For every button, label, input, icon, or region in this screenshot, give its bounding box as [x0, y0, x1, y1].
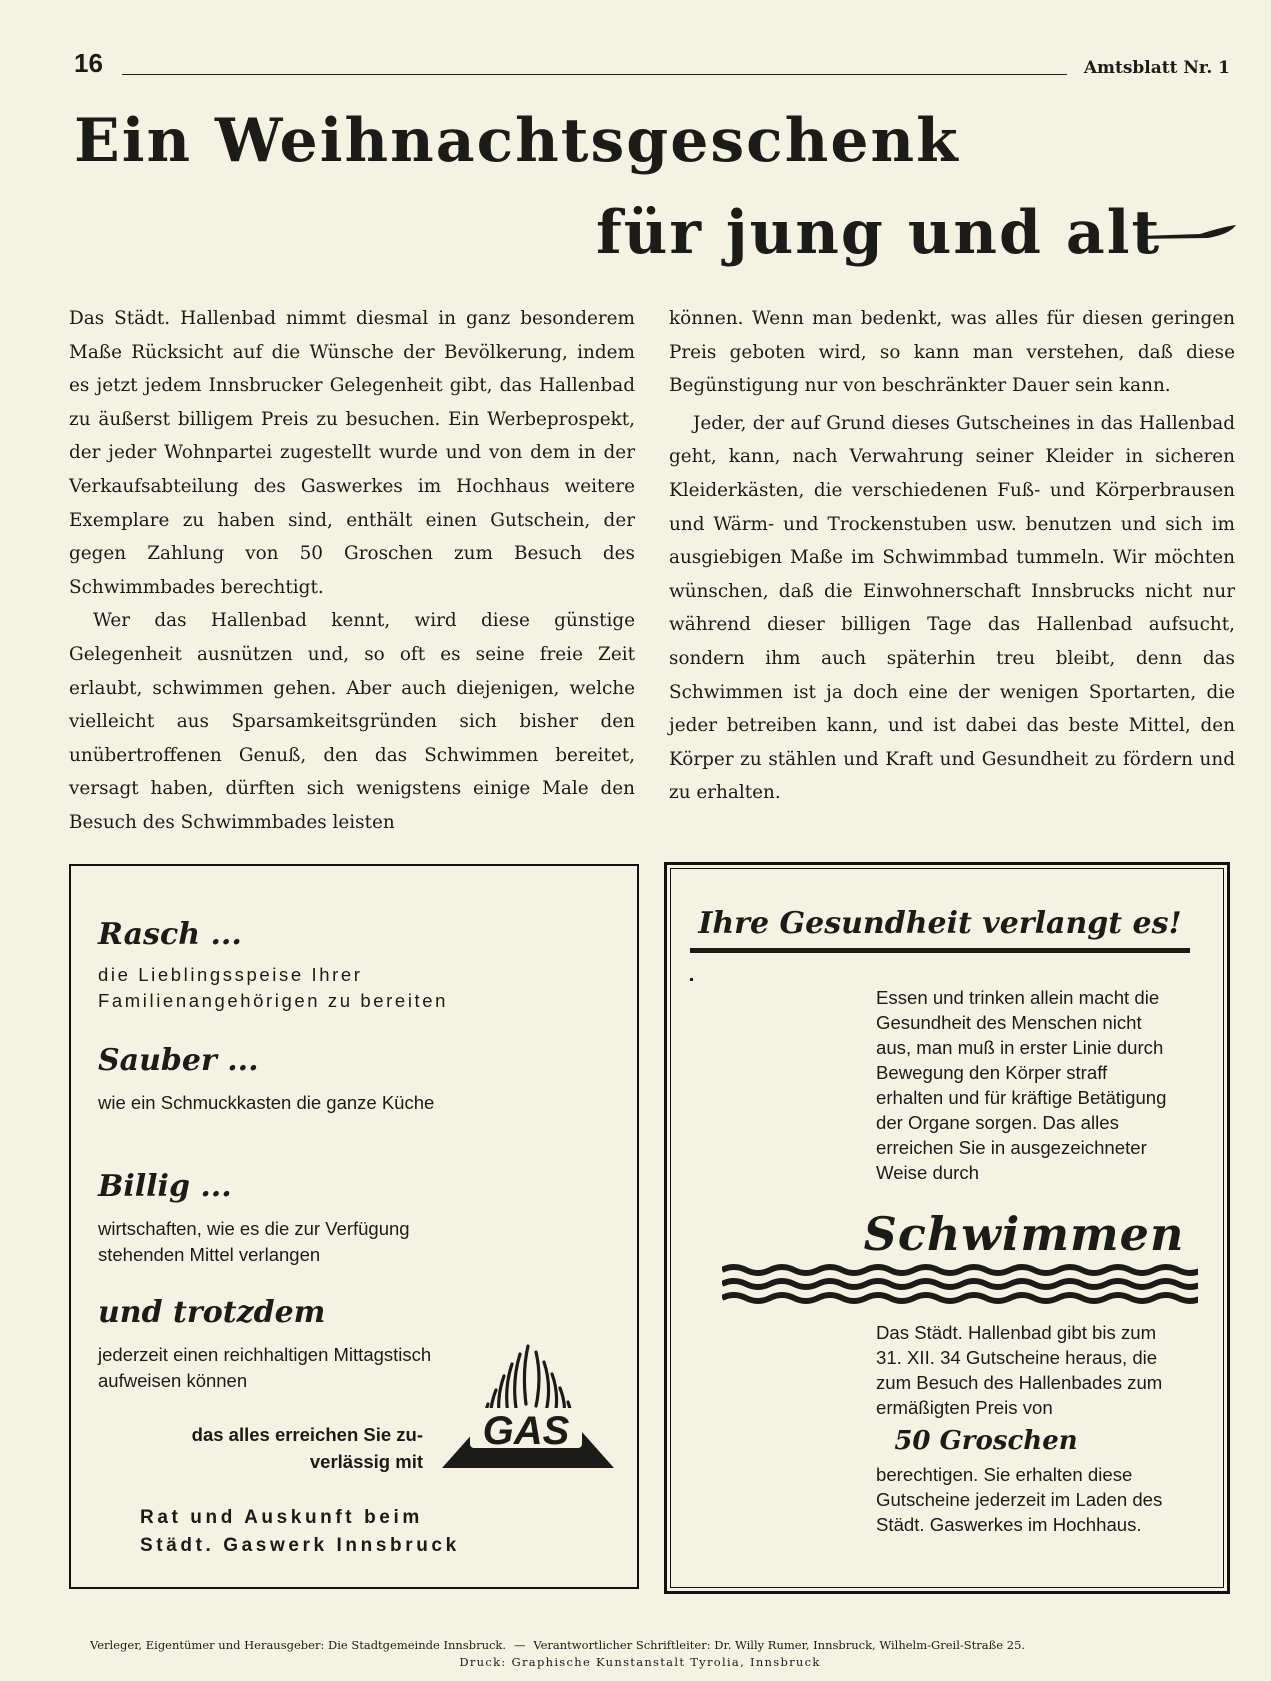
swim-ad-body: Essen und trinken allein macht die Gesundheit des Menschen nicht aus, man muß in erster Linie durch Bewegung den Körper straff erhalten und für kräftige Betätigung der Organe sorgen. Das alles erreichen Sie in ausgezeichneter Weise durch — [876, 987, 1167, 1183]
ad-keyword: Billig ... — [98, 1169, 232, 1204]
imprint-line — [90, 1638, 1190, 1652]
contact-line: Städt. Gaswerk Innsbruck — [140, 1535, 460, 1556]
contact-line: Rat und Auskunft beim — [140, 1507, 423, 1528]
swim-ad-availability: berechtigen. Sie erhalten diese Gutscheine jederzeit im Laden des Städt. Gaswerkes im Hochhaus. — [876, 1464, 1163, 1535]
print-speck — [690, 978, 693, 981]
swim-ad-headline: Ihre Gesundheit verlangt es! — [698, 906, 1182, 941]
imprint-separator: — — [513, 1638, 526, 1652]
article-paragraph: können. Wenn man bedenkt, was alles für diesen geringen Preis geboten wird, so kann man verstehen, daß diese Begünstigung nur von beschränkter Dauer sein kann. — [669, 308, 1235, 397]
headline-line-1: Ein Weihnachtsgeschenk — [74, 106, 960, 176]
header-rule — [122, 74, 1067, 75]
article-paragraph: Jeder, der auf Grund dieses Gutscheines in das Hallenbad geht, kann, nach Verwahrung seiner Kleider in sicheren Kleiderkästen, die verschiedenen Fuß- und Körperbrausen und Wärm- und Trockenstuben usw. benutzen und sich im ausgiebigen Maße im Schwimmbad tummeln. Wir möchten wünschen, daß die Einwohnerschaft Innsbrucks nicht nur während dieser billigen Tage das Hallenbad aufsucht, sondern ihm auch späterhin treu bleibt, denn das Schwimmen ist ja doch eine der wenigen Sportarten, die jeder betreiben kann, und ist dabei das beste Mittel, den Körper zu stählen und Kraft und Gesundheit zu fördern und zu erhalten. — [669, 412, 1235, 804]
ad-keyword-text: jederzeit einen reichhaltigen Mittagstisch aufweisen können — [98, 1344, 432, 1391]
ad-keyword-text: wirtschaften, wie es die zur Verfügung stehenden Mittel verlangen — [98, 1218, 410, 1265]
ad-keyword-text: die Lieblingsspeise Ihrer Familienangehörigen zu bereiten — [98, 964, 449, 1011]
ad-keyword-text: wie ein Schmuckkasten die ganze Küche — [98, 1092, 435, 1113]
imprint-editor: Verantwortlicher Schriftleiter: Dr. Willy Rumer, Innsbruck, Wilhelm-Greil-Straße 25. — [533, 1638, 1026, 1652]
imprint-printer: Druck: Graphische Kunstanstalt Tyrolia, Innsbruck — [459, 1655, 821, 1669]
water-waves-icon — [722, 1262, 1198, 1308]
article-paragraph: Das Städt. Hallenbad nimmt diesmal in ganz besonderem Maße Rücksicht auf die Wünsche der Bevölkerung, indem es jetzt jedem Innsbrucker Gelegenheit gibt, das Hallenbad zu äußerst billigem Preis zu besuchen. Ein Werbeprospekt, der jeder Wohnpartei zugestellt wurde und von dem in der Verkaufsabteilung des Gaswerkes im Hochhaus weitere Exemplare zu haben sind, enthält einen Gutschein, der gegen Zahlung von 50 Groschen zum Besuch des Schwimmbades berechtigt. — [69, 308, 635, 598]
headline-line-2: für jung und alt — [596, 198, 1162, 268]
swim-ad-offer: Das Städt. Hallenbad gibt bis zum 31. XII. 34 Gutscheine heraus, die zum Besuch des Hallenbades zum ermäßigten Preis von — [876, 1322, 1163, 1418]
ad-keyword: und trotzdem — [98, 1295, 326, 1330]
gas-contact — [140, 1504, 460, 1560]
article-paragraph: Wer das Hallenbad kennt, wird diese günstige Gelegenheit ausnützen und, so oft es seine freie Zeit erlaubt, schwimmen gehen. Aber auch diejenigen, welche vielleicht aus Sparsamkeitsgründen sich bisher den unübertroffenen Genuß, den das Schwimmen bereitet, versagt haben, dürften sich wenigstens einige Male den Besuch des Schwimmbades leisten — [69, 610, 635, 833]
article-column-right — [669, 302, 1235, 810]
article-column-left — [69, 302, 635, 840]
cta-line: das alles erreichen Sie zu- — [191, 1424, 423, 1445]
gas-flame-logo-icon — [442, 1342, 614, 1472]
swim-ad-rule — [690, 948, 1190, 953]
swim-ad-price: 50 Groschen — [894, 1426, 1078, 1456]
pen-flourish-icon — [1138, 222, 1238, 246]
imprint-publisher: Verleger, Eigentümer und Herausgeber: Die Stadtgemeinde Innsbruck. — [90, 1638, 507, 1652]
gas-logo-text: GAS — [482, 1409, 570, 1453]
ad-keyword: Sauber ... — [98, 1043, 259, 1078]
page-number: 16 — [74, 48, 103, 78]
cta-line: verlässig mit — [309, 1451, 423, 1472]
swim-ad-big-word: Schwimmen — [863, 1207, 1185, 1261]
gas-call-to-action — [98, 1421, 423, 1475]
gazette-title: Amtsblatt Nr. 1 — [1083, 58, 1230, 78]
ad-keyword: Rasch ... — [98, 917, 242, 952]
